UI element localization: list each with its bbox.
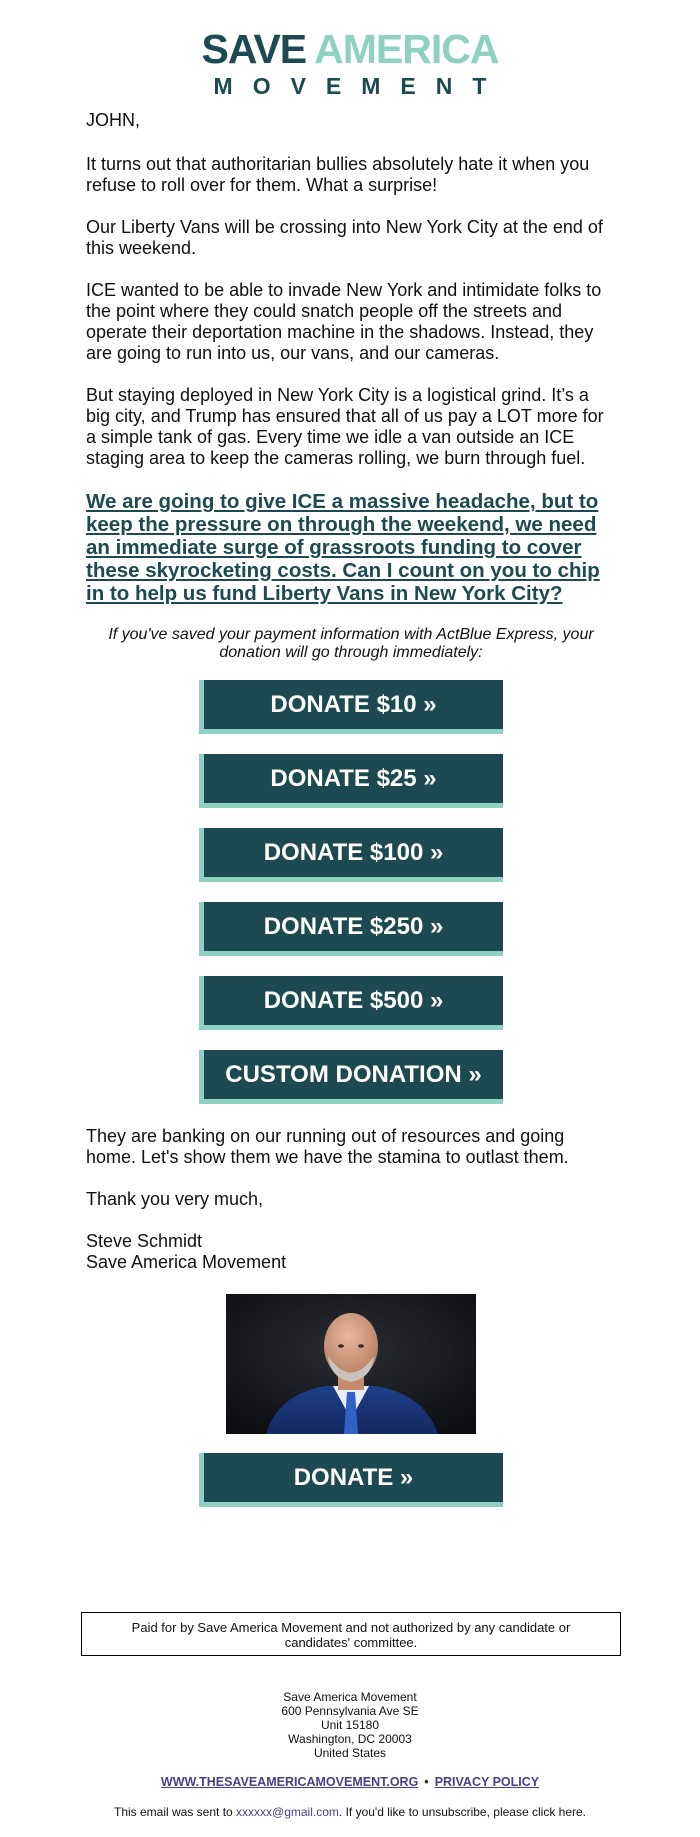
email-body: [86, 110, 616, 1527]
body-paragraph: It turns out that authoritarian bullies absolutely hate it when you refuse to roll over for them. What a surprise!: [86, 154, 590, 195]
logo-top-line: [0, 26, 700, 72]
sent-to-text: This email was sent to: [113, 1805, 237, 1819]
logo-word-america: AMERICA: [314, 26, 499, 72]
logo-word-save: SAVE: [201, 26, 307, 72]
website-link[interactable]: WWW.THESAVEAMERICAMOVEMENT.ORG: [160, 1775, 419, 1789]
recipient-email: xxxxxx@gmail.com: [236, 1805, 339, 1819]
closing-paragraph: They are banking on our running out of resources and going home. Let's show them we have the stamina to outlast them.: [86, 1126, 569, 1167]
donate-button[interactable]: DONATE »: [199, 1453, 503, 1507]
privacy-policy-link[interactable]: PRIVACY POLICY: [434, 1775, 540, 1789]
period: .: [582, 1805, 587, 1819]
custom-donation-button[interactable]: CUSTOM DONATION »: [199, 1050, 503, 1104]
portrait-image: [226, 1294, 476, 1434]
signature: [86, 1231, 616, 1273]
address-line: 600 Pennsylvania Ave SE: [281, 1704, 419, 1718]
logo: [0, 26, 700, 100]
greeting: JOHN,: [86, 110, 140, 130]
body-paragraph: But staying deployed in New York City is a logistical grind. It’s a big city, and Trump has ensured that all of us pay a LOT more for a simple tank of gas. Every time we idle a van outside an ICE staging area to keep the cameras rolling, we burn through fuel.: [86, 385, 604, 468]
donate-25-button[interactable]: DONATE $25 »: [199, 754, 503, 808]
address-line: United States: [313, 1746, 387, 1760]
donation-appeal-link[interactable]: We are going to give ICE a massive headache, but to keep the pressure on through the weekend, we need an immediate surge of grassroots funding to cover these skyrocketing costs. Can I count on you to chip in to help us fund Liberty Vans in New York City?: [86, 490, 600, 605]
body-paragraph: Our Liberty Vans will be crossing into New York City at the end of this weekend.: [86, 217, 603, 258]
address-line: Washington, DC 20003: [288, 1732, 412, 1746]
unsubscribe-link[interactable]: click here: [531, 1805, 583, 1819]
footer-links: [0, 1775, 700, 1789]
link-separator: •: [424, 1775, 429, 1789]
donate-500-button[interactable]: DONATE $500 »: [199, 976, 503, 1030]
logo-word-movement: MOVEMENT: [213, 73, 507, 99]
signature-name: Steve Schmidt: [86, 1231, 203, 1251]
body-paragraph: ICE wanted to be able to invade New York and intimidate folks to the point where they could snatch people off the streets and operate their deportation machine in the shadows. Instead, they are going to run into us, our vans, and our cameras.: [86, 280, 602, 363]
donate-250-button[interactable]: DONATE $250 »: [199, 902, 503, 956]
signature-org: Save America Movement: [86, 1252, 287, 1272]
portrait-photo: [226, 1294, 476, 1434]
actblue-express-note: If you've saved your payment information with ActBlue Express, your donation will go through immediately:: [108, 626, 594, 661]
unsubscribe-text: . If you'd like to unsubscribe, please: [338, 1805, 532, 1819]
paid-for-disclaimer: Paid for by Save America Movement and not authorized by any candidate or candidates' committee.: [81, 1612, 621, 1656]
donate-10-button[interactable]: DONATE $10 »: [199, 680, 503, 734]
address-line: Unit 15180: [320, 1718, 380, 1732]
donate-100-button[interactable]: DONATE $100 »: [199, 828, 503, 882]
mailing-address: [0, 1690, 700, 1760]
thanks-line: Thank you very much,: [86, 1189, 264, 1209]
address-line: Save America Movement: [283, 1690, 417, 1704]
unsubscribe-note: [0, 1805, 700, 1819]
